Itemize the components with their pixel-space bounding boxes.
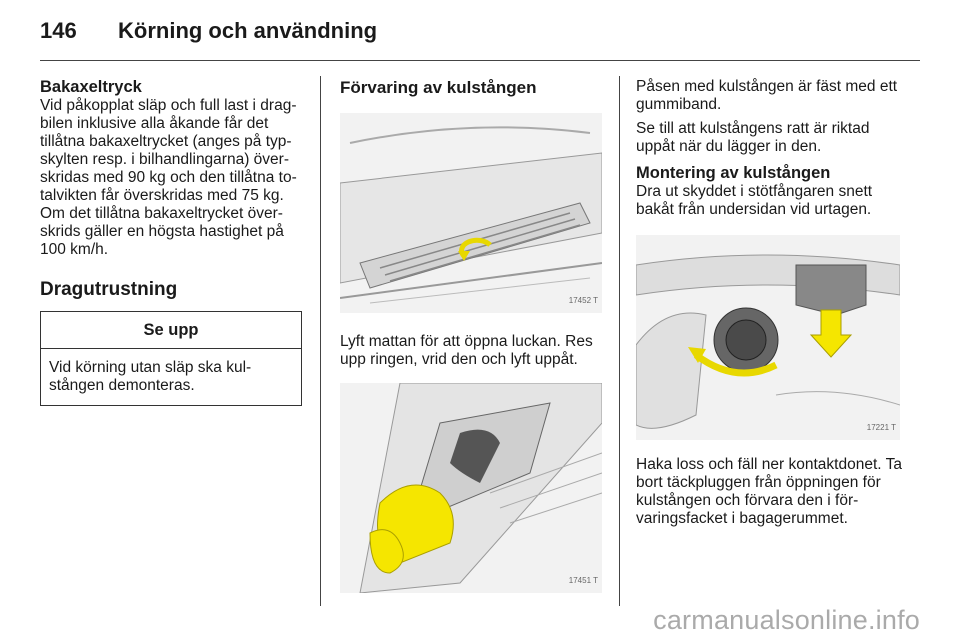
figure-trunk-floor: [340, 113, 602, 313]
figure-number-3: 17221 T: [866, 423, 896, 432]
header-rule: [40, 60, 920, 61]
column-3: [636, 78, 906, 528]
heading-mounting: Montering av kulstången: [636, 164, 831, 182]
paragraph-pull-cover: Dra ut skyddet i stötfångaren snett bakåt från undersidan vid urtagen.: [636, 183, 873, 218]
paragraph-unhook-connector: Haka loss och fäll ner kontaktdonet. Ta bort täckpluggen från öppningen för kulstången och förvara den i för-varingsfacket i bagagerummet.: [636, 456, 902, 527]
paragraph-axle-load: Vid påkopplat släp och full last i drag-bilen inklusive alla åkande får det tillåtna bakaxeltrycket (anges på typ-skylten resp. i bilhandlingarna) över-skridas med 90 kg och den tillåtna to-talvikten får överskridas med 75 kg. Om det tillåtna bakaxeltrycket över-skrids gäller en högsta hastighet på 100 km/h.: [40, 97, 297, 258]
paragraph-bag: Påsen med kulstången är fäst med ett gummiband.: [636, 78, 898, 113]
paragraph-lift-mat: Lyft mattan för att öppna luckan. Res upp ringen, vrid den och lyft uppåt.: [340, 333, 593, 368]
warning-title: Se upp: [41, 312, 301, 349]
paragraph-handle: Se till att kulstångens ratt är riktad uppåt när du lägger in den.: [636, 120, 870, 155]
column-divider-1: [320, 76, 321, 606]
figure-number-2: 17451 T: [568, 576, 598, 585]
heading-towing: Dragutrustning: [40, 279, 178, 300]
figure-storage-compartment: [340, 383, 602, 593]
heading-axle-load: Bakaxeltryck: [40, 78, 142, 96]
figure-tow-bar-socket: [636, 235, 900, 440]
page-number: 146: [40, 18, 77, 43]
heading-storage: Förvaring av kulstången: [340, 78, 537, 97]
column-1: [40, 78, 306, 406]
warning-box: [40, 311, 302, 406]
figure-number-1: 17452 T: [568, 296, 598, 305]
watermark: carmanualsonline.info: [653, 605, 920, 635]
chapter-title: Körning och användning: [118, 18, 378, 43]
warning-text: Vid körning utan släp ska kul-stången demonteras.: [49, 359, 252, 394]
column-divider-2: [619, 76, 620, 606]
page-header: [40, 18, 377, 44]
column-2: [340, 78, 604, 593]
